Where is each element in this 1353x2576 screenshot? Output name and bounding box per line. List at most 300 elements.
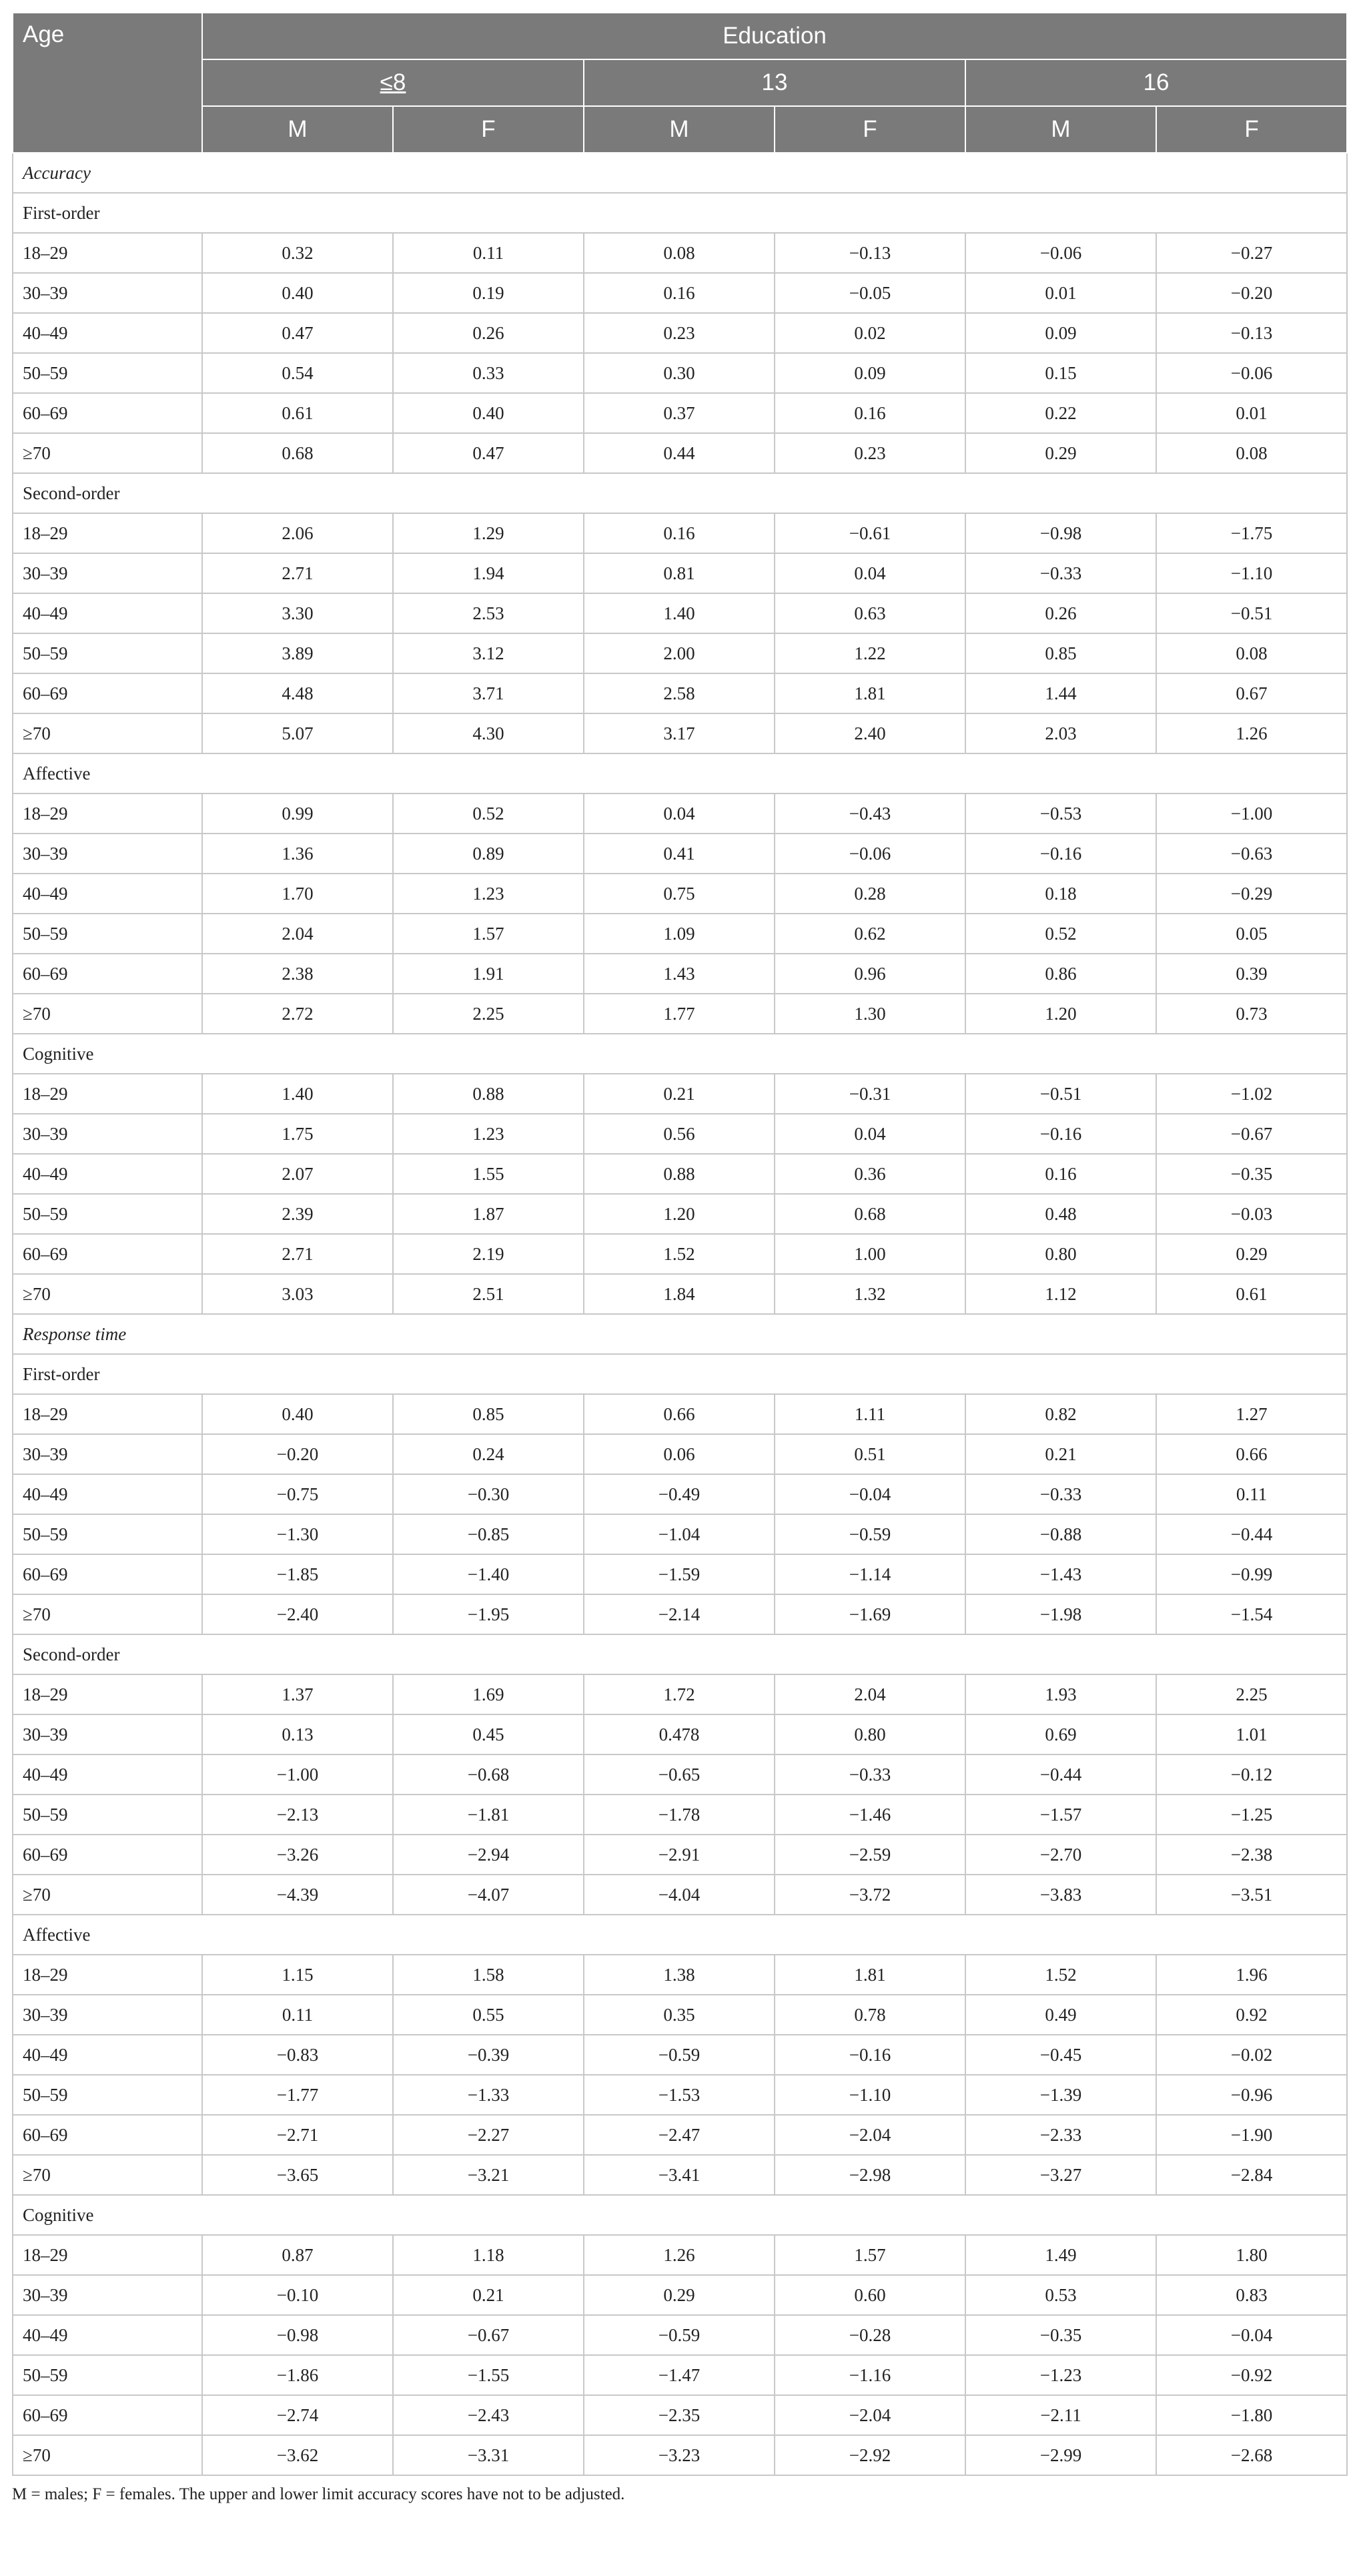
value-cell: 0.01 xyxy=(1156,393,1347,433)
value-cell: −1.80 xyxy=(1156,2395,1347,2435)
value-cell: −0.43 xyxy=(775,793,965,834)
value-cell: −3.26 xyxy=(202,1835,393,1875)
value-cell: −2.33 xyxy=(965,2115,1156,2155)
value-cell: 1.40 xyxy=(202,1074,393,1114)
value-cell: 0.01 xyxy=(965,273,1156,313)
value-cell: 0.66 xyxy=(584,1394,775,1434)
value-cell: 0.26 xyxy=(965,593,1156,633)
table-row xyxy=(13,2395,1347,2435)
value-cell: 1.22 xyxy=(775,633,965,673)
value-cell: −2.40 xyxy=(202,1594,393,1634)
value-cell: 1.30 xyxy=(775,994,965,1034)
value-cell: −2.47 xyxy=(584,2115,775,2155)
age-cell: 18–29 xyxy=(13,1394,202,1434)
value-cell: −0.85 xyxy=(393,1514,584,1554)
subsection-label: Second-order xyxy=(13,1634,1347,1674)
value-cell: 1.70 xyxy=(202,874,393,914)
value-cell: 0.63 xyxy=(775,593,965,633)
subsection-row xyxy=(13,473,1347,513)
table-row xyxy=(13,433,1347,473)
value-cell: −2.71 xyxy=(202,2115,393,2155)
value-cell: −0.98 xyxy=(202,2315,393,2355)
value-cell: 0.88 xyxy=(393,1074,584,1114)
value-cell: −0.16 xyxy=(775,2035,965,2075)
value-cell: 1.11 xyxy=(775,1394,965,1434)
value-cell: −2.68 xyxy=(1156,2435,1347,2475)
value-cell: −0.13 xyxy=(1156,313,1347,353)
value-cell: −0.49 xyxy=(584,1474,775,1514)
value-cell: 1.58 xyxy=(393,1955,584,1995)
subsection-label: Affective xyxy=(13,753,1347,793)
value-cell: 1.91 xyxy=(393,954,584,994)
value-cell: −3.27 xyxy=(965,2155,1156,2195)
value-cell: −0.06 xyxy=(1156,353,1347,393)
value-cell: 1.69 xyxy=(393,1674,584,1714)
subsection-row xyxy=(13,193,1347,233)
value-cell: 0.81 xyxy=(584,553,775,593)
age-cell: 18–29 xyxy=(13,2235,202,2275)
value-cell: −0.02 xyxy=(1156,2035,1347,2075)
value-cell: 0.61 xyxy=(202,393,393,433)
value-cell: 0.08 xyxy=(584,233,775,273)
table-row xyxy=(13,273,1347,313)
value-cell: −1.54 xyxy=(1156,1594,1347,1634)
value-cell: −0.28 xyxy=(775,2315,965,2355)
value-cell: −0.06 xyxy=(965,233,1156,273)
value-cell: 0.16 xyxy=(965,1154,1156,1194)
table-row xyxy=(13,1995,1347,2035)
table-row xyxy=(13,1474,1347,1514)
value-cell: 1.43 xyxy=(584,954,775,994)
value-cell: −3.21 xyxy=(393,2155,584,2195)
value-cell: 1.27 xyxy=(1156,1394,1347,1434)
value-cell: −0.68 xyxy=(393,1754,584,1795)
value-cell: 0.02 xyxy=(775,313,965,353)
value-cell: −2.59 xyxy=(775,1835,965,1875)
value-cell: 0.04 xyxy=(584,793,775,834)
value-cell: −0.12 xyxy=(1156,1754,1347,1795)
value-cell: 1.20 xyxy=(584,1194,775,1234)
value-cell: 0.16 xyxy=(584,273,775,313)
value-cell: 1.77 xyxy=(584,994,775,1034)
value-cell: −3.72 xyxy=(775,1875,965,1915)
table-row xyxy=(13,834,1347,874)
value-cell: 1.29 xyxy=(393,513,584,553)
value-cell: 0.41 xyxy=(584,834,775,874)
value-cell: 2.72 xyxy=(202,994,393,1034)
value-cell: 0.05 xyxy=(1156,914,1347,954)
age-cell: ≥70 xyxy=(13,433,202,473)
value-cell: −0.13 xyxy=(775,233,965,273)
value-cell: −3.65 xyxy=(202,2155,393,2195)
value-cell: 1.84 xyxy=(584,1274,775,1314)
value-cell: −2.74 xyxy=(202,2395,393,2435)
value-cell: −2.84 xyxy=(1156,2155,1347,2195)
value-cell: 1.57 xyxy=(775,2235,965,2275)
value-cell: −2.99 xyxy=(965,2435,1156,2475)
sex-header: M xyxy=(202,106,393,153)
value-cell: −1.90 xyxy=(1156,2115,1347,2155)
value-cell: 1.18 xyxy=(393,2235,584,2275)
value-cell: 0.75 xyxy=(584,874,775,914)
value-cell: −0.03 xyxy=(1156,1194,1347,1234)
age-cell: 30–39 xyxy=(13,2275,202,2315)
value-cell: −1.30 xyxy=(202,1514,393,1554)
value-cell: −2.91 xyxy=(584,1835,775,1875)
value-cell: −2.92 xyxy=(775,2435,965,2475)
value-cell: 0.29 xyxy=(584,2275,775,2315)
value-cell: −1.75 xyxy=(1156,513,1347,553)
value-cell: 1.75 xyxy=(202,1114,393,1154)
value-cell: −1.25 xyxy=(1156,1795,1347,1835)
table-row xyxy=(13,1154,1347,1194)
value-cell: −2.13 xyxy=(202,1795,393,1835)
value-cell: 0.13 xyxy=(202,1714,393,1754)
subsection-row xyxy=(13,1915,1347,1955)
age-cell: 50–59 xyxy=(13,633,202,673)
value-cell: 1.32 xyxy=(775,1274,965,1314)
value-cell: 0.19 xyxy=(393,273,584,313)
table-body xyxy=(13,153,1347,2475)
table-footnote: M = males; F = females. The upper and lower limit accuracy scores have not to be adjusted. xyxy=(12,2485,625,2503)
age-cell: 30–39 xyxy=(13,1714,202,1754)
value-cell: −1.78 xyxy=(584,1795,775,1835)
value-cell: −1.10 xyxy=(1156,553,1347,593)
age-cell: 60–69 xyxy=(13,2115,202,2155)
value-cell: −0.04 xyxy=(1156,2315,1347,2355)
value-cell: 3.89 xyxy=(202,633,393,673)
subsection-label: First-order xyxy=(13,1354,1347,1394)
value-cell: −0.20 xyxy=(202,1434,393,1474)
value-cell: 0.66 xyxy=(1156,1434,1347,1474)
section-label: Response time xyxy=(13,1314,1347,1354)
value-cell: 1.81 xyxy=(775,1955,965,1995)
table-row xyxy=(13,1674,1347,1714)
value-cell: −3.23 xyxy=(584,2435,775,2475)
value-cell: 2.40 xyxy=(775,713,965,753)
value-cell: −1.47 xyxy=(584,2355,775,2395)
table-row xyxy=(13,2235,1347,2275)
table-row xyxy=(13,2435,1347,2475)
value-cell: 2.04 xyxy=(775,1674,965,1714)
value-cell: 0.09 xyxy=(775,353,965,393)
table-row xyxy=(13,1955,1347,1995)
table-row xyxy=(13,313,1347,353)
value-cell: −1.46 xyxy=(775,1795,965,1835)
table-row xyxy=(13,2155,1347,2195)
value-cell: 0.30 xyxy=(584,353,775,393)
value-cell: 0.78 xyxy=(775,1995,965,2035)
value-cell: −0.16 xyxy=(965,1114,1156,1154)
value-cell: −1.39 xyxy=(965,2075,1156,2115)
table-row xyxy=(13,1394,1347,1434)
age-cell: 60–69 xyxy=(13,1554,202,1594)
age-cell: 50–59 xyxy=(13,1514,202,1554)
value-cell: 0.56 xyxy=(584,1114,775,1154)
age-cell: 60–69 xyxy=(13,954,202,994)
value-cell: 0.68 xyxy=(202,433,393,473)
value-cell: −2.04 xyxy=(775,2115,965,2155)
education-group-header: 13 xyxy=(584,59,965,106)
value-cell: 0.478 xyxy=(584,1714,775,1754)
table-row xyxy=(13,713,1347,753)
value-cell: −1.77 xyxy=(202,2075,393,2115)
value-cell: −1.00 xyxy=(202,1754,393,1795)
age-cell: 60–69 xyxy=(13,2395,202,2435)
age-cell: 60–69 xyxy=(13,1234,202,1274)
table-row xyxy=(13,393,1347,433)
age-cell: 50–59 xyxy=(13,914,202,954)
value-cell: 0.09 xyxy=(965,313,1156,353)
value-cell: 2.04 xyxy=(202,914,393,954)
table-row xyxy=(13,1554,1347,1594)
value-cell: 1.87 xyxy=(393,1194,584,1234)
norms-table xyxy=(12,12,1348,2476)
value-cell: −0.59 xyxy=(584,2035,775,2075)
sex-header: F xyxy=(393,106,584,153)
value-cell: −0.67 xyxy=(393,2315,584,2355)
value-cell: −3.51 xyxy=(1156,1875,1347,1915)
value-cell: −0.98 xyxy=(965,513,1156,553)
value-cell: 1.15 xyxy=(202,1955,393,1995)
value-cell: 0.06 xyxy=(584,1434,775,1474)
value-cell: −0.16 xyxy=(965,834,1156,874)
table-row xyxy=(13,1514,1347,1554)
value-cell: −0.10 xyxy=(202,2275,393,2315)
table-row xyxy=(13,954,1347,994)
value-cell: 2.53 xyxy=(393,593,584,633)
value-cell: 1.23 xyxy=(393,874,584,914)
value-cell: 1.00 xyxy=(775,1234,965,1274)
value-cell: 1.26 xyxy=(1156,713,1347,753)
value-cell: −0.67 xyxy=(1156,1114,1347,1154)
value-cell: 2.71 xyxy=(202,553,393,593)
value-cell: −1.95 xyxy=(393,1594,584,1634)
age-cell: 40–49 xyxy=(13,313,202,353)
value-cell: 1.44 xyxy=(965,673,1156,713)
value-cell: 2.07 xyxy=(202,1154,393,1194)
age-cell: ≥70 xyxy=(13,1875,202,1915)
subsection-row xyxy=(13,2195,1347,2235)
value-cell: 0.11 xyxy=(202,1995,393,2035)
value-cell: 0.54 xyxy=(202,353,393,393)
value-cell: 0.48 xyxy=(965,1194,1156,1234)
value-cell: −0.31 xyxy=(775,1074,965,1114)
value-cell: 1.26 xyxy=(584,2235,775,2275)
value-cell: 1.20 xyxy=(965,994,1156,1034)
age-cell: 18–29 xyxy=(13,513,202,553)
value-cell: −2.14 xyxy=(584,1594,775,1634)
value-cell: 1.12 xyxy=(965,1274,1156,1314)
value-cell: −0.59 xyxy=(775,1514,965,1554)
value-cell: 1.55 xyxy=(393,1154,584,1194)
value-cell: 5.07 xyxy=(202,713,393,753)
value-cell: −1.43 xyxy=(965,1554,1156,1594)
value-cell: 0.24 xyxy=(393,1434,584,1474)
value-cell: 0.23 xyxy=(584,313,775,353)
value-cell: 3.17 xyxy=(584,713,775,753)
value-cell: 2.25 xyxy=(393,994,584,1034)
value-cell: −1.33 xyxy=(393,2075,584,2115)
value-cell: 0.62 xyxy=(775,914,965,954)
age-cell: 40–49 xyxy=(13,874,202,914)
value-cell: 0.85 xyxy=(393,1394,584,1434)
subsection-label: Cognitive xyxy=(13,1034,1347,1074)
table-row xyxy=(13,1114,1347,1154)
value-cell: −2.35 xyxy=(584,2395,775,2435)
education-group-header: ≤8 xyxy=(202,59,584,106)
table-row xyxy=(13,1594,1347,1634)
value-cell: −0.83 xyxy=(202,2035,393,2075)
age-cell: 30–39 xyxy=(13,1434,202,1474)
value-cell: 0.22 xyxy=(965,393,1156,433)
value-cell: 0.40 xyxy=(202,1394,393,1434)
value-cell: −0.53 xyxy=(965,793,1156,834)
value-cell: 0.21 xyxy=(965,1434,1156,1474)
table-row xyxy=(13,793,1347,834)
value-cell: 0.21 xyxy=(393,2275,584,2315)
subsection-row xyxy=(13,1354,1347,1394)
value-cell: 0.51 xyxy=(775,1434,965,1474)
table-row xyxy=(13,513,1347,553)
value-cell: −0.61 xyxy=(775,513,965,553)
value-cell: 2.19 xyxy=(393,1234,584,1274)
table-row xyxy=(13,1795,1347,1835)
value-cell: −0.59 xyxy=(584,2315,775,2355)
age-cell: 18–29 xyxy=(13,793,202,834)
value-cell: −0.33 xyxy=(965,1474,1156,1514)
value-cell: −2.43 xyxy=(393,2395,584,2435)
table-row xyxy=(13,1234,1347,1274)
value-cell: 1.94 xyxy=(393,553,584,593)
value-cell: −1.14 xyxy=(775,1554,965,1594)
value-cell: −0.51 xyxy=(1156,593,1347,633)
table-row xyxy=(13,1875,1347,1915)
value-cell: 1.49 xyxy=(965,2235,1156,2275)
age-cell: 18–29 xyxy=(13,233,202,273)
age-cell: 30–39 xyxy=(13,1995,202,2035)
age-cell: ≥70 xyxy=(13,1594,202,1634)
value-cell: 0.47 xyxy=(202,313,393,353)
subsection-label: Affective xyxy=(13,1915,1347,1955)
sex-header: M xyxy=(584,106,775,153)
value-cell: 2.51 xyxy=(393,1274,584,1314)
value-cell: 0.53 xyxy=(965,2275,1156,2315)
value-cell: 0.73 xyxy=(1156,994,1347,1034)
section-row xyxy=(13,1314,1347,1354)
value-cell: −2.94 xyxy=(393,1835,584,1875)
subsection-label: Second-order xyxy=(13,473,1347,513)
value-cell: −0.33 xyxy=(965,553,1156,593)
sex-header: F xyxy=(1156,106,1347,153)
table-container xyxy=(12,12,1348,2504)
value-cell: 0.39 xyxy=(1156,954,1347,994)
value-cell: −0.35 xyxy=(1156,1154,1347,1194)
value-cell: −1.16 xyxy=(775,2355,965,2395)
value-cell: 1.09 xyxy=(584,914,775,954)
value-cell: 0.52 xyxy=(965,914,1156,954)
age-cell: ≥70 xyxy=(13,713,202,753)
value-cell: 2.38 xyxy=(202,954,393,994)
value-cell: −4.39 xyxy=(202,1875,393,1915)
value-cell: 1.23 xyxy=(393,1114,584,1154)
value-cell: −0.45 xyxy=(965,2035,1156,2075)
table-row xyxy=(13,1754,1347,1795)
age-cell: 60–69 xyxy=(13,1835,202,1875)
value-cell: 0.86 xyxy=(965,954,1156,994)
value-cell: 0.29 xyxy=(1156,1234,1347,1274)
value-cell: −0.39 xyxy=(393,2035,584,2075)
value-cell: −1.55 xyxy=(393,2355,584,2395)
value-cell: 0.44 xyxy=(584,433,775,473)
value-cell: 0.15 xyxy=(965,353,1156,393)
age-cell: ≥70 xyxy=(13,1274,202,1314)
value-cell: −2.98 xyxy=(775,2155,965,2195)
value-cell: 0.26 xyxy=(393,313,584,353)
table-row xyxy=(13,593,1347,633)
subsection-row xyxy=(13,753,1347,793)
value-cell: 0.55 xyxy=(393,1995,584,2035)
age-cell: 40–49 xyxy=(13,1154,202,1194)
value-cell: −0.65 xyxy=(584,1754,775,1795)
value-cell: 2.03 xyxy=(965,713,1156,753)
table-row xyxy=(13,2315,1347,2355)
table-row xyxy=(13,2275,1347,2315)
age-cell: 50–59 xyxy=(13,2075,202,2115)
value-cell: 2.00 xyxy=(584,633,775,673)
value-cell: −0.63 xyxy=(1156,834,1347,874)
value-cell: 4.30 xyxy=(393,713,584,753)
value-cell: −2.38 xyxy=(1156,1835,1347,1875)
age-cell: 40–49 xyxy=(13,2315,202,2355)
age-cell: 30–39 xyxy=(13,273,202,313)
value-cell: −0.20 xyxy=(1156,273,1347,313)
value-cell: −1.59 xyxy=(584,1554,775,1594)
age-cell: ≥70 xyxy=(13,2435,202,2475)
value-cell: 0.35 xyxy=(584,1995,775,2035)
table-row xyxy=(13,673,1347,713)
value-cell: −0.05 xyxy=(775,273,965,313)
value-cell: −0.44 xyxy=(965,1754,1156,1795)
value-cell: −0.44 xyxy=(1156,1514,1347,1554)
value-cell: 1.38 xyxy=(584,1955,775,1995)
value-cell: 0.04 xyxy=(775,1114,965,1154)
value-cell: 0.11 xyxy=(1156,1474,1347,1514)
age-cell: 50–59 xyxy=(13,2355,202,2395)
value-cell: −0.29 xyxy=(1156,874,1347,914)
value-cell: −1.98 xyxy=(965,1594,1156,1634)
education-group-header: 16 xyxy=(965,59,1347,106)
value-cell: 1.37 xyxy=(202,1674,393,1714)
value-cell: 0.80 xyxy=(965,1234,1156,1274)
value-cell: 0.45 xyxy=(393,1714,584,1754)
value-cell: 0.96 xyxy=(775,954,965,994)
value-cell: 1.52 xyxy=(965,1955,1156,1995)
value-cell: −0.96 xyxy=(1156,2075,1347,2115)
table-row xyxy=(13,233,1347,273)
value-cell: −1.10 xyxy=(775,2075,965,2115)
value-cell: 0.21 xyxy=(584,1074,775,1114)
table-row xyxy=(13,914,1347,954)
age-cell: 40–49 xyxy=(13,1474,202,1514)
value-cell: 0.88 xyxy=(584,1154,775,1194)
age-cell: ≥70 xyxy=(13,2155,202,2195)
table-row xyxy=(13,2115,1347,2155)
table-row xyxy=(13,1274,1347,1314)
value-cell: 0.08 xyxy=(1156,633,1347,673)
table-row xyxy=(13,2355,1347,2395)
value-cell: 0.37 xyxy=(584,393,775,433)
